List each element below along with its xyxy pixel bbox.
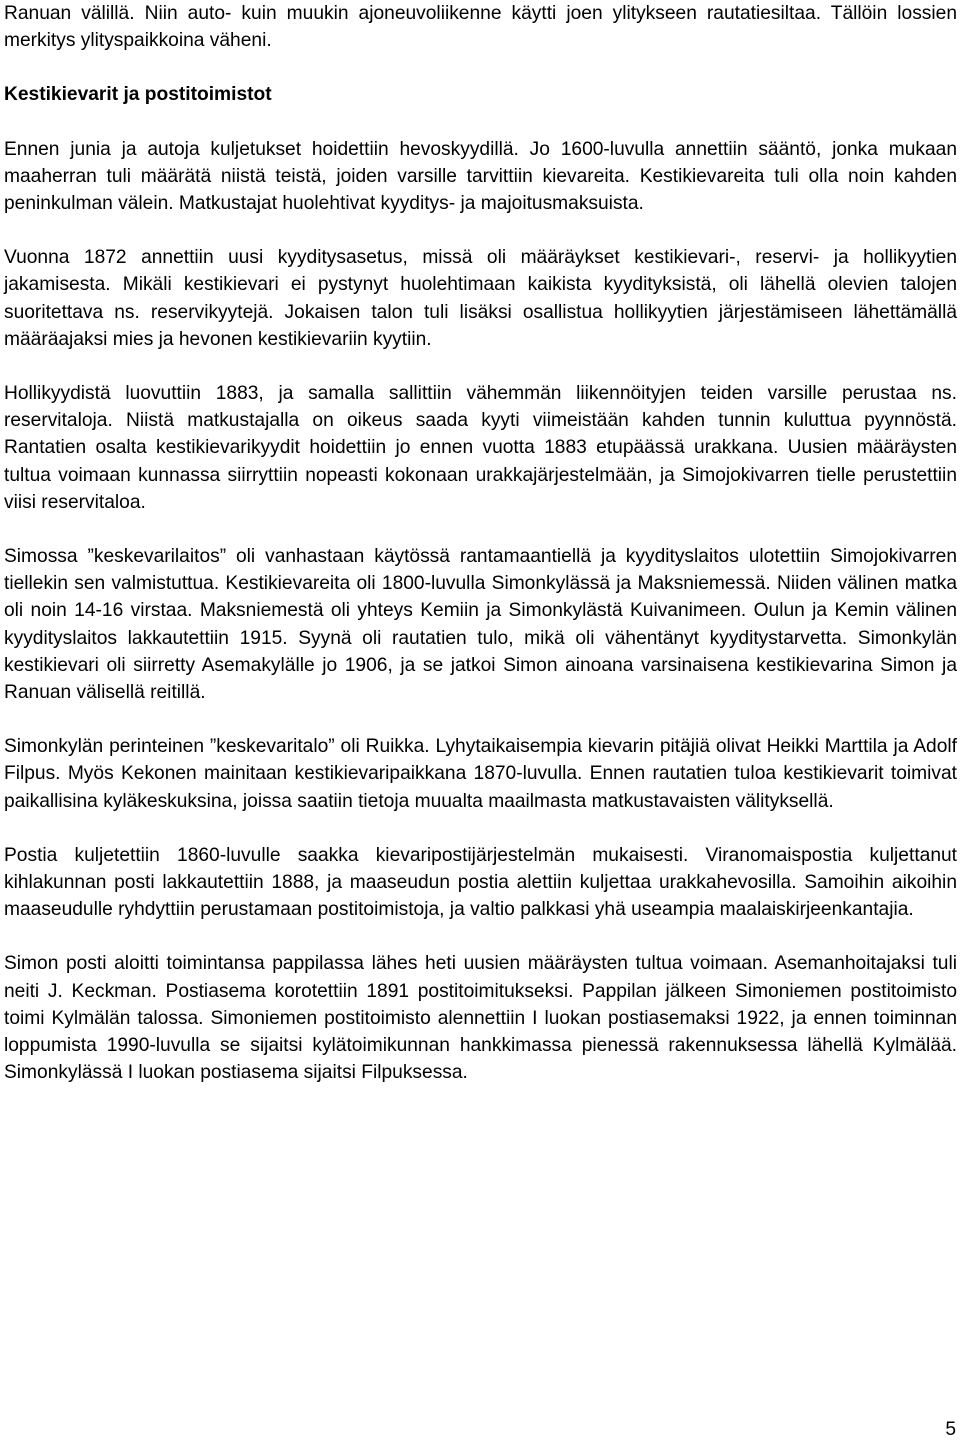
paragraph-simo-kievarit: Simossa ”keskevarilaitos” oli vanhastaan käytössä rantamaantiellä ja kyydityslaitos ulotettiin Simojokivarren tiellekin sen valmistuttua. Kestikievareita oli 1800-luvulla Simonkylässä ja Maksniemessä. Niiden välinen matka oli noin 14-16 virstaa. Maksniemestä oli yhteys Kemiin ja Simonkylästä Kuivanimeen. Oulun ja Kemin välinen kyydityslaitos lakkautettiin 1915. Syynä oli rautatien tulo, mikä oli vähentänyt kyyditystarvetta. Simonkylän kestikievari oli siirretty Asemakylälle jo 1906, ja se jatkoi Simon ainoana varsinaisena kestikievarina Simon ja Ranuan välisellä reitillä. [4, 546, 957, 704]
paragraph-1872-decree: Vuonna 1872 annettiin uusi kyyditysasetus, missä oli määräykset kestikievari-, reservi- ja hollikyytien jakamisesta. Mikäli kestikievari ei pystynyt huolehtimaan kaikista kyydityksistä, oli lähellä olevien talojen suoritettava ns. reservikyytejä. Jokaisen talon tuli lisäksi osallistua hollikyytien järjestämiseen lähettämällä määräajaksi mies ja hevonen kestikievariin kyytiin. [4, 247, 957, 350]
spacer [4, 706, 957, 733]
spacer [4, 109, 957, 136]
page-number: 5 [945, 1419, 956, 1440]
paragraph-kievarit-origin: Ennen junia ja autoja kuljetukset hoidettiin hevoskyydillä. Jo 1600-luvulla annettiin sääntö, jonka mukaan maaherran tuli määrätä niistä teistä, joiden varsille tarvittiin kievareita. Kestikievareita tuli olla noin kahden peninkulman välein. Matkustajat huolehtivat kyyditys- ja majoitusmaksuista. [4, 138, 957, 215]
spacer [4, 516, 957, 543]
paragraph-simon-posti: Simon posti aloitti toimintansa pappilassa lähes heti uusien määräysten tultua voimaan. Asemanhoitajaksi tuli neiti J. Keckman. Postiasema korotettiin 1891 postitoimitukseksi. Pappilan jälkeen Simoniemen postitoimisto toimi Kylmälän talossa. Simoniemen postitoimisto alennettiin I luokan postiasemaksi 1922, ja ennen toiminnan loppumista 1990-luvulla se sijaitsi kylätoimikunnan hankkimassa pienessä rakennuksessa lähellä Kylmälää. Simonkylässä I luokan postiasema sijaitsi Filpuksessa. [4, 953, 957, 1084]
section-heading: Kestikievarit ja postitoimistot [4, 84, 272, 106]
spacer [4, 353, 957, 380]
paragraph-posti: Postia kuljetettiin 1860-luvulle saakka kievaripostijärjestelmän mukaisesti. Viranomaispostia kuljettanut kihlakunnan posti lakkautettiin 1888, ja maaseudun postia alettiin kuljettaa urakkahevosilla. Samoihin aikoihin maaseudulle ryhdyttiin perustamaan postitoimistoja, ja valtio palkkasi yhä useampia maalaiskirjeenkantajia. [4, 844, 957, 921]
spacer [4, 923, 957, 950]
spacer [4, 217, 957, 244]
spacer [4, 54, 957, 81]
spacer [4, 815, 957, 842]
intro-paragraph: Ranuan välillä. Niin auto- kuin muukin ajoneuvoliikenne käytti joen ylitykseen rautatiesiltaa. Tällöin lossien merkitys ylityspaikkoina väheni. [4, 3, 957, 52]
paragraph-simonkyla: Simonkylän perinteinen ”keskevaritalo” oli Ruikka. Lyhytaikaisempia kievarin pitäjiä olivat Heikki Marttila ja Adolf Filpus. Myös Kekonen mainitaan kestikievaripaikkana 1870-luvulla. Ennen rautatien tuloa kestikievarit toimivat paikallisina kyläkeskuksina, joissa saatiin tietoja muualta maailmasta matkustavaisten välityksellä. [4, 736, 957, 812]
document-page [4, 0, 957, 1087]
paragraph-hollikyyti: Hollikyydistä luovuttiin 1883, ja samalla sallittiin vähemmän liikennöityjen teiden varsille perustaa ns. reservitaloja. Niistä matkustajalla on oikeus saada kyyti viimeistään kahden tunnin kuluttua pyynnöstä. Rantatien osalta kestikievarikyydit hoidettiin jo ennen vuotta 1883 etupäässä urakkana. Uusien määräysten tultua voimaan kunnassa siirryttiin nopeasti kokonaan urakkajärjestelmään, ja Simojokivarren tielle perustettiin viisi reservitaloa. [4, 383, 957, 513]
